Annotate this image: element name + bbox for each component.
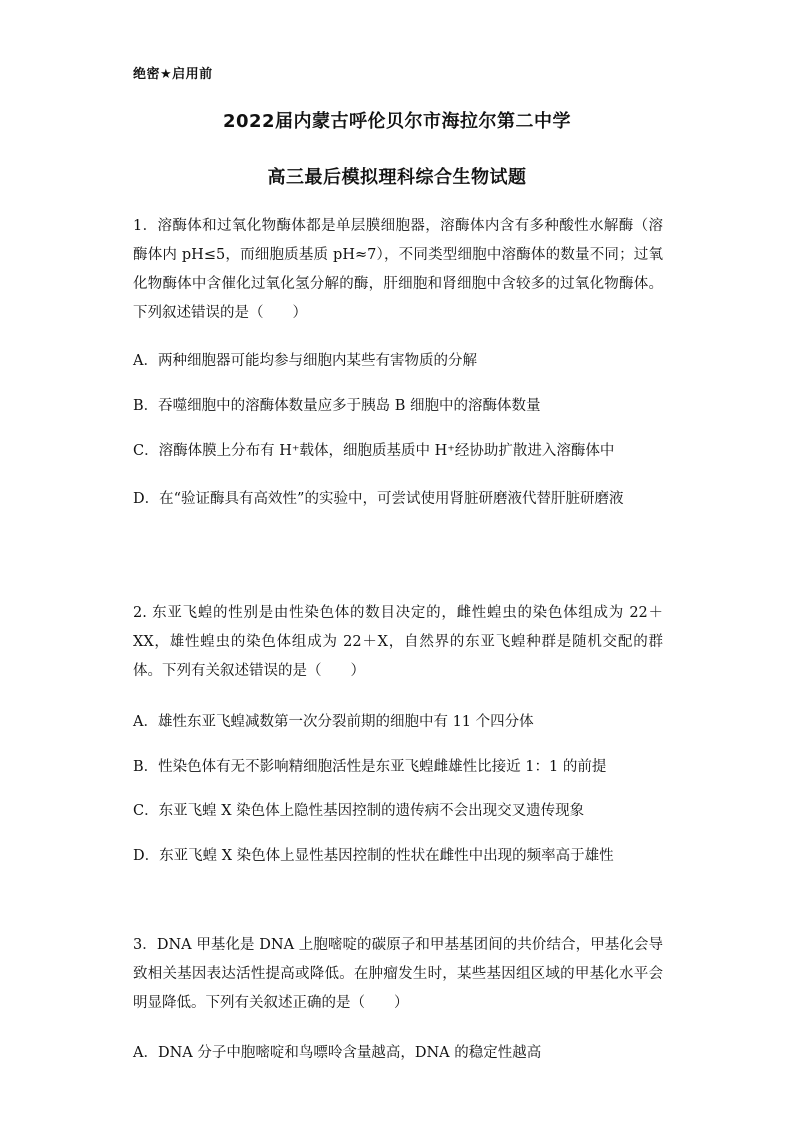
question-3-stem: 3．DNA 甲基化是 DNA 上胞嘧啶的碳原子和甲基基团间的共价结合，甲基化会导致相关基因表达活性提高或降低。在肿瘤发生时，某些基因组区域的甲基化水平会明显降低。下列有关叙述正确的是（ ） [133, 937, 663, 1011]
question-3-option-a: A．DNA 分子中胞嘧啶和鸟嘌呤含量越高，DNA 的稳定性越高 [133, 1045, 542, 1061]
question-2-stem: 2. 东亚飞蝗的性别是由性染色体的数目决定的，雌性蝗虫的染色体组成为 22＋XX，雄性蝗虫的染色体组成为 22＋X，自然界的东亚飞蝗种群是随机交配的群体。下列有关叙述错误的是（ ） [133, 605, 663, 679]
question-2-option-c: C．东亚飞蝗 X 染色体上隐性基因控制的遗传病不会出现交叉遗传现象 [133, 803, 585, 819]
exam-title-subject: 高三最后模拟理科综合生物试题 [267, 167, 527, 188]
question-2-option-b: B．性染色体有无不影响精细胞活性是东亚飞蝗雌雄性比接近 1：1 的前提 [133, 759, 607, 775]
exam-title-school: 2022届内蒙古呼伦贝尔市海拉尔第二中学 [222, 111, 572, 132]
question-2-option-a: A．雄性东亚飞蝗减数第一次分裂前期的细胞中有 11 个四分体 [133, 714, 534, 730]
question-1-stem: 1．溶酶体和过氧化物酶体都是单层膜细胞器，溶酶体内含有多种酸性水解酶（溶酶体内 pH≤5，而细胞质基质 pH≈7），不同类型细胞中溶酶体的数量不同；过氧化物酶体中含催化过氧化氢分解的酶，肝细胞和肾细胞中含较多的过氧化物酶体。下列叙述错误的是（ ） [133, 218, 663, 321]
question-1-option-b: B．吞噬细胞中的溶酶体数量应多于胰岛 B 细胞中的溶酶体数量 [133, 398, 541, 414]
question-1-option-a: A．两种细胞器可能均参与细胞内某些有害物质的分解 [133, 353, 477, 369]
confidential-label: 绝密★启用前 [133, 67, 213, 82]
question-1-option-c: C．溶酶体膜上分布有 H⁺载体，细胞质基质中 H⁺经协助扩散进入溶酶体中 [133, 443, 615, 459]
question-1-option-d: D．在“验证酶具有高效性”的实验中，可尝试使用肾脏研磨液代替肝脏研磨液 [133, 491, 624, 507]
question-2-option-d: D．东亚飞蝗 X 染色体上显性基因控制的性状在雌性中出现的频率高于雄性 [133, 848, 614, 864]
